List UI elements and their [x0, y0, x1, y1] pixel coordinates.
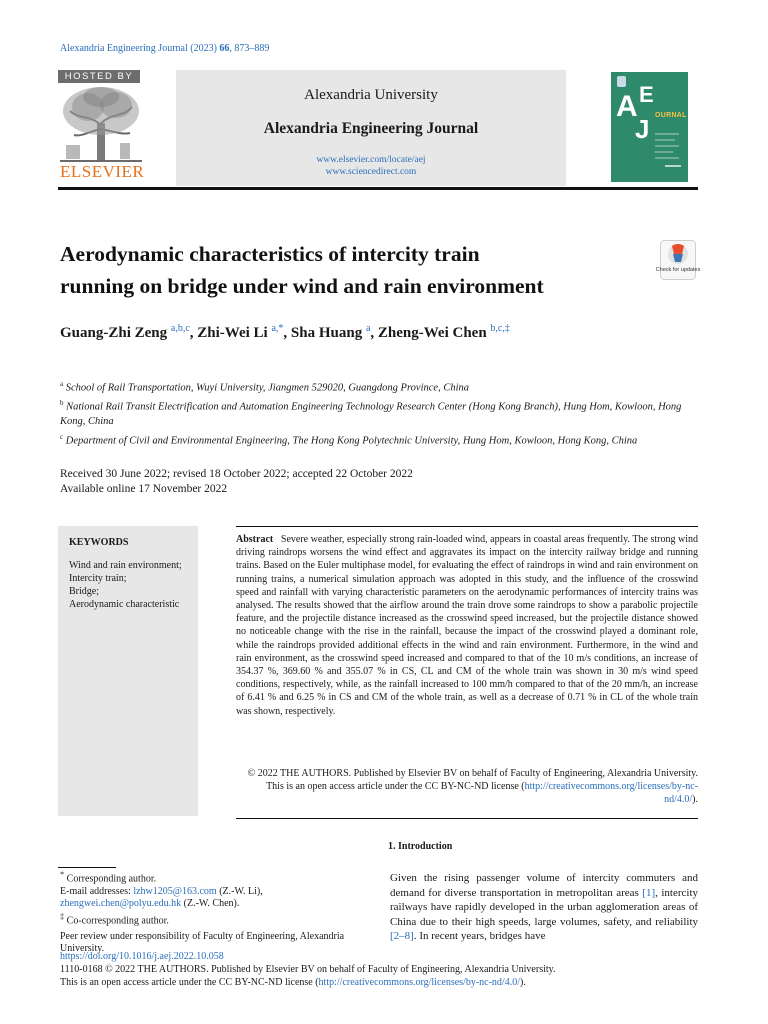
crest-icon — [617, 76, 626, 87]
affiliation-item — [60, 396, 700, 430]
history-dates: Received 30 June 2022; revised 18 October 2022; accepted 22 October 2022 — [60, 468, 413, 480]
keyword-item: Intercity train; — [69, 573, 127, 584]
license-link[interactable]: http://creativecommons.org/licenses/by-nc-nd/4.0/ — [318, 977, 520, 988]
affiliations — [60, 377, 700, 449]
footnote-rule — [58, 867, 116, 868]
doi-link[interactable]: https://doi.org/10.1016/j.aej.2022.10.058 — [60, 951, 224, 962]
author-marks[interactable]: b,c,‡ — [490, 323, 510, 334]
journal-info-panel — [176, 70, 566, 186]
title-line-1: Aerodynamic characteristics of intercity train — [60, 242, 480, 266]
email-label: E-mail addresses: — [60, 885, 134, 897]
journal-cover-image[interactable] — [611, 72, 688, 182]
keywords-panel — [58, 526, 198, 816]
check-for-updates-icon[interactable] — [655, 240, 701, 280]
corresponding-mark: * — [60, 870, 65, 879]
author-name[interactable]: Zheng-Wei Chen — [377, 325, 487, 341]
elsevier-tree-logo — [60, 85, 142, 163]
abstract-text: Severe weather, especially strong rain-loaded wind, appears in coastal areas frequently. The strong wind driving raindrops worsens the wind effect and aggravates its impact on the intercity railway bridge and running trains. Based on the Euler multiphase model, for evaluating the effect of raindrops in wind and rain environment on running trains, a numerical simulation approach was adopted in this study, and the influence of the crosswind speed and rainfall with varying characteristic parameters on the aerodynamic performances of intercity trains was analysed. The results showed that the airflow around the train drove some raindrops to show a parabolic projectile feature, and the projectile distance increased as the crosswind speed increased, but the projectile distance showed no noticeable change with the rise in the rainfall, because the impact of the crosswind played a dominant role, while the raindrops provided additional effects in the wind and rain environment. Furthermore, in the wind and rain environment, as the crosswind speed increased and compared to that of the 10 m/s conditions, an increase of 354.37 %, 369.60 % and 355.07 % in CS, CL and CM of the whole train was shown in 30 m/s wind speed conditions, respectively, while, as the rainfall increased to 100 mm/h compared to that of the 20 mm/h, an increase of 6.41 % and 6.25 % in CS and CM of the whole train, as well as a decrease of 0.71 % in CL of the whole train was shown, respectively. — [236, 534, 698, 717]
keywords-heading: KEYWORDS — [69, 537, 129, 548]
co-corresponding-note: Co-corresponding author. — [66, 915, 169, 927]
abstract-bottom-rule — [236, 818, 698, 819]
journal-year: (2023) — [190, 43, 217, 54]
author-marks[interactable]: a,* — [271, 323, 284, 334]
keyword-item: Wind and rain environment; — [69, 560, 182, 571]
article-history — [60, 467, 413, 497]
keyword-item: Aerodynamic characteristic — [69, 599, 180, 610]
license-text: This is an open access article under the CC BY-NC-ND license ( — [60, 977, 319, 988]
journal-pages: 873–889 — [234, 43, 270, 54]
keywords-list — [69, 559, 182, 611]
cover-logo-j: J — [635, 114, 650, 144]
author-marks[interactable]: a,b,c — [170, 323, 190, 334]
introduction-text — [390, 871, 698, 944]
license-link[interactable]: http://creativecommons.org/licenses/by-nc-nd/4.0/ — [524, 781, 698, 806]
abstract-copyright — [236, 767, 698, 807]
affiliation-item — [60, 377, 700, 396]
article-title — [60, 238, 630, 302]
issn-line: 1110-0168 © 2022 THE AUTHORS. Published by Elsevier BV on behalf of Faculty of Engineering, Alexandria University. — [60, 964, 556, 975]
hosted-by-label: HOSTED BY — [58, 70, 140, 83]
affiliation-mark: c — [60, 432, 64, 441]
intro-text-part: , intercity railways have rapidly developed in the urban agglomeration areas of China due to their high speeds, large volumes, safety, and reliability — [390, 886, 698, 928]
section-heading: 1. Introduction — [388, 841, 453, 852]
crossmark-label: Check for updates — [655, 267, 701, 273]
cover-graphic-icon — [655, 130, 683, 170]
header-divider — [58, 187, 698, 190]
email-link[interactable]: zhengwei.chen@polyu.edu.hk — [60, 898, 182, 910]
journal-citation-link[interactable]: Alexandria Engineering Journal (2023) 66, 873–889 — [60, 43, 270, 54]
intro-text-part: . In recent years, bridges have — [413, 930, 546, 942]
email-link[interactable]: lzhw1205@163.com — [133, 885, 217, 897]
co-corresponding-mark: ‡ — [60, 911, 65, 921]
author-list: Guang-Zhi Zeng $^{a,b,c}$, Zhi-Wei Li $^{a,*}$, Sha Huang $^a$, Zheng-Wei Chen $^{b,c,\ddagger}$ — [60, 323, 510, 341]
cover-logo-text: OURNAL — [655, 112, 687, 119]
title-line-2: running on bridge under wind and rain environment — [60, 274, 544, 298]
author-name[interactable]: Sha Huang — [290, 325, 363, 341]
reference-link[interactable]: [1] — [642, 886, 656, 899]
online-date: Available online 17 November 2022 — [60, 483, 228, 495]
footnotes — [60, 869, 370, 956]
university-name: Alexandria University — [304, 87, 438, 103]
journal-volume: 66 — [219, 43, 230, 54]
affiliation-mark: b — [60, 399, 64, 407]
affiliation-mark: a — [60, 380, 64, 388]
journal-title: Alexandria Engineering Journal — [263, 120, 479, 137]
license-line — [60, 977, 526, 988]
reference-link[interactable]: [2–8] — [390, 930, 414, 942]
sciencedirect-link[interactable]: www.sciencedirect.com — [325, 167, 417, 177]
license-end: ). — [519, 977, 526, 988]
elsevier-wordmark: ELSEVIER — [60, 162, 145, 181]
journal-header — [58, 70, 698, 188]
affiliation-text: School of Rail Transportation, Wuyi University, Jiangmen 529020, Guangdong Province, China — [65, 382, 469, 394]
intro-text-part: Given the rising passenger volume of intercity commuters and demand for diverse transportation in metropolitan areas — [390, 872, 698, 899]
abstract — [236, 533, 698, 718]
affiliation-text: Department of Civil and Environmental Engineering, The Hong Kong Polytechnic University, Hung Hom, Kowloon, Hong Kong, China — [65, 435, 638, 446]
email-owner: (Z.-W. Chen). — [181, 898, 240, 910]
peer-review-note: Peer review under responsibility of Faculty of Engineering, Alexandria University. — [60, 930, 345, 955]
affiliation-text: National Rail Transit Electrification and Automation Engineering Technology Research Center (Hong Kong Branch), Hung Hom, Kowloon, Hong Kong, China — [60, 401, 682, 427]
cover-logo-a: A — [616, 90, 638, 123]
abstract-label: Abstract — [236, 534, 274, 545]
elsevier-journal-link[interactable]: www.elsevier.com/locate/aej — [316, 155, 426, 165]
corresponding-note: Corresponding author. — [66, 873, 157, 885]
journal-name: Alexandria Engineering Journal — [60, 43, 188, 54]
author-marks[interactable]: a — [365, 323, 371, 334]
email-owner: (Z.-W. Li), — [216, 885, 263, 897]
keyword-item: Bridge; — [69, 586, 99, 597]
copyright-end: ). — [692, 794, 698, 806]
cover-logo-e: E — [639, 82, 654, 107]
author-name[interactable]: Guang-Zhi Zeng — [60, 325, 168, 341]
abstract-top-rule — [236, 526, 698, 527]
affiliation-item — [60, 430, 700, 449]
author-name[interactable]: Zhi-Wei Li — [197, 325, 268, 341]
copyright-text: © 2022 THE AUTHORS. Published by Elsevier BV on behalf of Faculty of Engineering, Alexandria University. This is an open access article under the CC BY-NC-ND license ( — [247, 768, 698, 793]
